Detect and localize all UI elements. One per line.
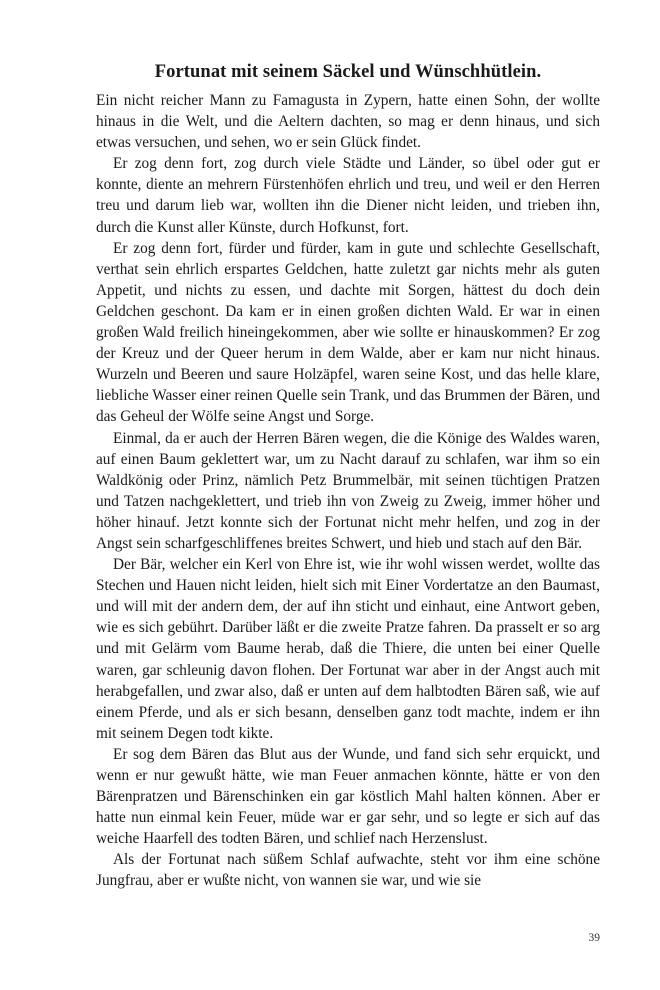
- paragraph-1: Ein nicht reicher Mann zu Famagusta in Zypern, hatte einen Sohn, der wollte hinaus in die Welt, und die Aeltern dachten, so mag er denn hinaus, und sich etwas versuchen, und sehen, wo er sein Glück findet.: [96, 92, 600, 152]
- page-number: 39: [588, 932, 600, 944]
- paragraph-2: Er zog denn fort, zog durch viele Städte und Länder, so übel oder gut er konnte, diente an mehrern Fürstenhöfen ehrlich und treu, und weil er den Herren treu und darum lieb war, wollten ihn die Diener nicht leiden, und trieben ihn, durch die Kunst aller Künste, durch Hofkunst, fort.: [96, 155, 600, 236]
- chapter-title: Fortunat mit seinem Säckel und Wünschhütlein.: [154, 62, 542, 82]
- page-body: [96, 60, 600, 892]
- paragraph-5: Der Bär, welcher ein Kerl von Ehre ist, wie ihr wohl wissen werdet, wollte das Stechen und Hauen nicht leiden, hielt sich mit Einer Vordertatze an den Baumast, und will mit der andern dem, der auf ihn sticht und einhaut, eine Antwort geben, wie es sich gebührt. Darüber läßt er die zweite Pratze fahren. Da prasselt er so arg und mit Gelärm vom Baume herab, daß die Thiere, die unten bei einer Quelle waren, gar schleunig davon flohen. Der Fortunat war aber in der Angst auch mit herabgefallen, und zwar also, daß er unten auf dem halbtodten Bären saß, wie auf einem Pferde, und als er sich besann, denselben ganz todt machte, indem er ihn mit seinem Degen todt kikte.: [96, 556, 600, 742]
- paragraph-3: Er zog denn fort, fürder und fürder, kam in gute und schlechte Gesellschaft, verthat sein ehrlich erspartes Geldchen, hatte zuletzt gar nichts mehr als guten Appetit, und nichts zu essen, und dachte mit Sorgen, hättest du doch dein Geldchen geschont. Da kam er in einen großen dichten Wald. Er war in einen großen Wald freilich hineingekommen, aber wie sollte er hinauskommen? Er zog der Kreuz und der Queer herum in dem Walde, aber er kam nur nicht hinaus. Wurzeln und Beeren und saure Holzäpfel, waren seine Kost, und das helle klare, liebliche Wasser einer reinen Quelle sein Trank, und das Brummen der Bären, und das Geheul der Wölfe seine Angst und Sorge.: [96, 239, 600, 426]
- paragraph-6: Er sog dem Bären das Blut aus der Wunde, und fand sich sehr erquickt, und wenn er nur gewußt hätte, wie man Feuer anmachen könnte, hätte er von den Bärenpratzen und Bärenschinken ein gar köstlich Mahl halten können. Aber er hatte nun einmal kein Feuer, müde war er gar sehr, und so legte er sich auf das weiche Haarfell des todten Bären, und schlief nach Herzenslust.: [96, 745, 600, 848]
- paragraph-4: Einmal, da er auch der Herren Bären wegen, die die Könige des Waldes waren, auf einen Baum geklettert war, um zu Nacht darauf zu schlafen, war ihm so ein Waldkönig oder Prinz, nämlich Petz Brummelbär, mit seinen tüchtigen Pratzen und Tatzen nachgeklettert, und trieb ihn von Zweig zu Zweig, immer höher und höher hinauf. Jetzt konnte sich der Fortunat nicht mehr helfen, und zog in der Angst sein scharfgeschliffenes breites Schwert, und hieb und stach auf den Bär.: [96, 429, 600, 552]
- paragraph-7: Als der Fortunat nach süßem Schlaf aufwachte, steht vor ihm eine schöne Jungfrau, aber er wußte nicht, von wannen sie war, und wie sie: [96, 851, 600, 890]
